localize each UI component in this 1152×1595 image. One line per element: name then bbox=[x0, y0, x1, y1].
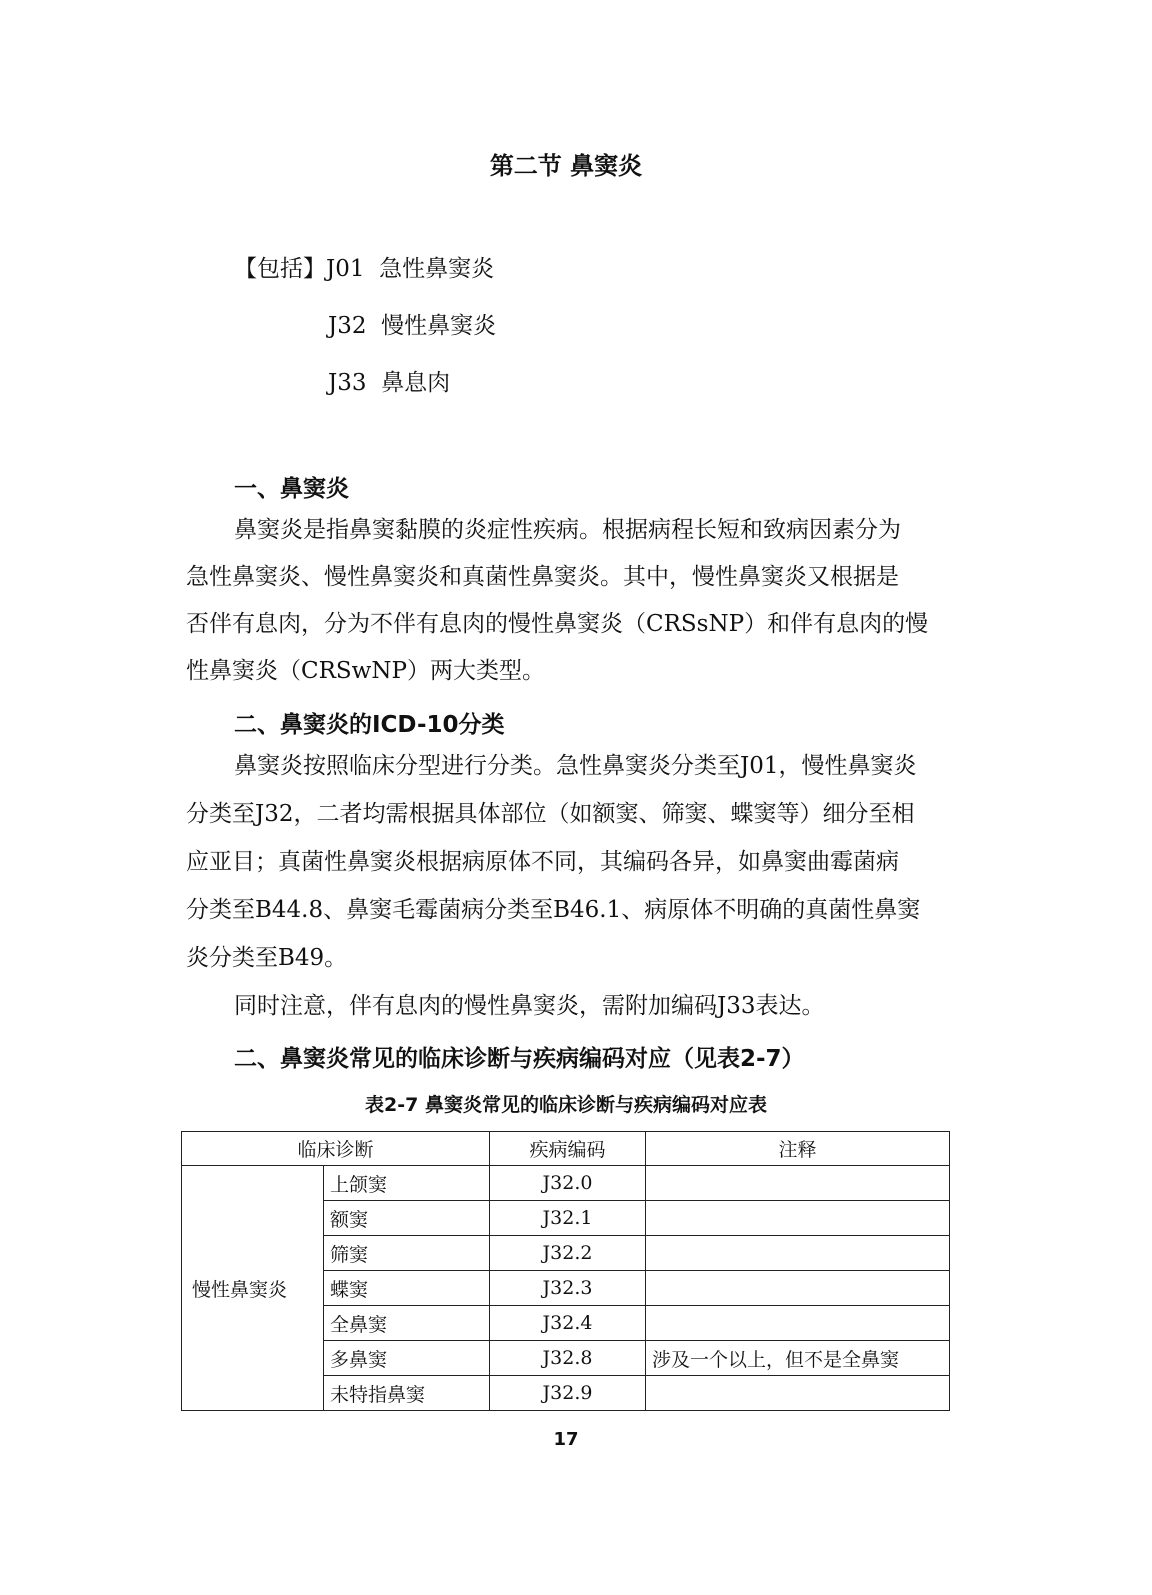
paragraph-note: 同时注意，伴有息肉的慢性鼻窦炎，需附加编码J33表达。 bbox=[234, 993, 825, 1019]
page-number: 17 bbox=[553, 1429, 579, 1450]
page-title: 第二节 鼻窦炎 bbox=[489, 152, 643, 180]
paragraph-line: 分类至J32，二者均需根据具体部位（如额窦、筛窦、蝶窦等）细分至相 bbox=[186, 801, 915, 827]
code-cell: J32.9 bbox=[490, 1376, 646, 1411]
section-heading-1: 一、鼻窦炎 bbox=[234, 476, 349, 502]
paragraph-line: 炎分类至B49。 bbox=[186, 945, 348, 971]
code-cell: J32.3 bbox=[490, 1271, 646, 1306]
note-cell: 涉及一个以上，但不是全鼻窦 bbox=[646, 1341, 950, 1376]
include-item-2 bbox=[328, 307, 496, 340]
include-prefix: 【包括】 bbox=[234, 256, 326, 282]
paragraph-line: 鼻窦炎按照临床分型进行分类。急性鼻窦炎分类至J01，慢性鼻窦炎 bbox=[234, 753, 917, 779]
diagnosis-cell: 额窦 bbox=[324, 1201, 490, 1236]
table-header-row bbox=[182, 1132, 950, 1166]
table-row bbox=[182, 1166, 950, 1201]
code-cell: J32.1 bbox=[490, 1201, 646, 1236]
note-cell bbox=[646, 1166, 950, 1201]
include-name: 鼻息肉 bbox=[381, 370, 451, 396]
include-code: J01 bbox=[326, 256, 365, 282]
header-diagnosis: 临床诊断 bbox=[182, 1132, 490, 1166]
diagnosis-cell: 筛窦 bbox=[324, 1236, 490, 1271]
include-item-3 bbox=[328, 364, 450, 397]
code-cell: J32.0 bbox=[490, 1166, 646, 1201]
include-item-1 bbox=[234, 250, 494, 283]
paragraph-line: 性鼻窦炎（CRSwNP）两大类型。 bbox=[186, 658, 545, 684]
include-name: 急性鼻窦炎 bbox=[379, 256, 495, 282]
include-code: J32 bbox=[328, 313, 367, 339]
paragraph-line: 急性鼻窦炎、慢性鼻窦炎和真菌性鼻窦炎。其中，慢性鼻窦炎又根据是 bbox=[186, 564, 899, 590]
code-cell: J32.4 bbox=[490, 1306, 646, 1341]
paragraph-line: 分类至B44.8、鼻窦毛霉菌病分类至B46.1、病原体不明确的真菌性鼻窦 bbox=[186, 897, 921, 923]
code-cell: J32.8 bbox=[490, 1341, 646, 1376]
diagnosis-code-table bbox=[181, 1131, 950, 1411]
note-cell bbox=[646, 1271, 950, 1306]
header-code: 疾病编码 bbox=[490, 1132, 646, 1166]
header-note: 注释 bbox=[646, 1132, 950, 1166]
code-cell: J32.2 bbox=[490, 1236, 646, 1271]
paragraph-line: 应亚目；真菌性鼻窦炎根据病原体不同，其编码各异，如鼻窦曲霉菌病 bbox=[186, 849, 899, 875]
include-name: 慢性鼻窦炎 bbox=[381, 313, 497, 339]
diagnosis-cell: 全鼻窦 bbox=[324, 1306, 490, 1341]
section-heading-3: 二、鼻窦炎常见的临床诊断与疾病编码对应（见表2-7） bbox=[234, 1046, 805, 1072]
note-cell bbox=[646, 1236, 950, 1271]
note-cell bbox=[646, 1201, 950, 1236]
table-caption: 表2-7 鼻窦炎常见的临床诊断与疾病编码对应表 bbox=[365, 1094, 767, 1116]
diagnosis-cell: 多鼻窦 bbox=[324, 1341, 490, 1376]
paragraph-line: 否伴有息肉，分为不伴有息肉的慢性鼻窦炎（CRSsNP）和伴有息肉的慢 bbox=[186, 611, 929, 637]
diagnosis-cell: 蝶窦 bbox=[324, 1271, 490, 1306]
category-cell: 慢性鼻窦炎 bbox=[182, 1166, 324, 1411]
note-cell bbox=[646, 1306, 950, 1341]
include-code: J33 bbox=[328, 370, 367, 396]
paragraph-line: 鼻窦炎是指鼻窦黏膜的炎症性疾病。根据病程长短和致病因素分为 bbox=[234, 517, 901, 543]
note-cell bbox=[646, 1376, 950, 1411]
diagnosis-cell: 上颌窦 bbox=[324, 1166, 490, 1201]
diagnosis-cell: 未特指鼻窦 bbox=[324, 1376, 490, 1411]
section-heading-2: 二、鼻窦炎的ICD-10分类 bbox=[234, 712, 505, 738]
